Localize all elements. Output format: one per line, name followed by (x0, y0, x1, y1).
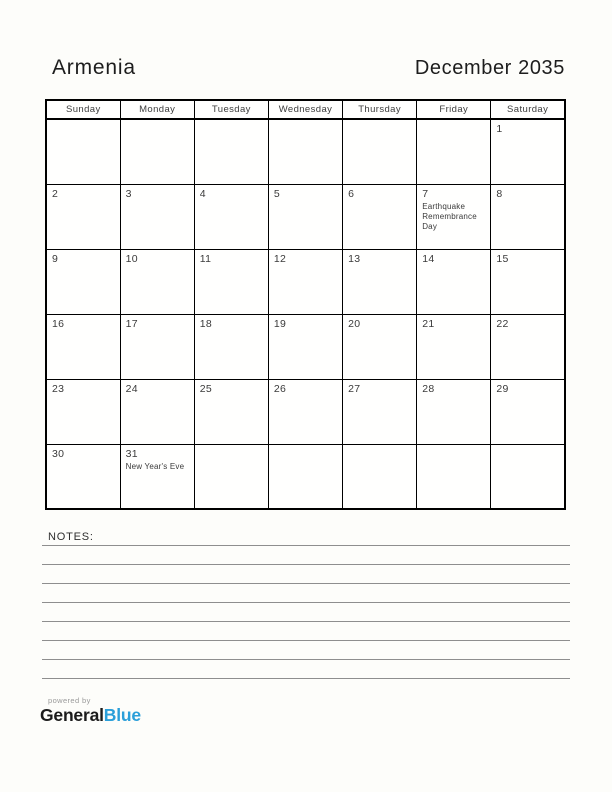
day-number: 7 (422, 187, 429, 200)
calendar-day-cell (491, 249, 565, 314)
calendar-day-cell (343, 249, 417, 314)
calendar-day-cell (194, 314, 268, 379)
day-number: 20 (348, 317, 361, 330)
day-number (496, 448, 559, 460)
day-number: 31 (125, 447, 138, 460)
day-number: 3 (125, 187, 132, 200)
footer-brand (40, 696, 612, 725)
calendar-week-row (46, 444, 565, 509)
calendar-table (45, 99, 566, 510)
weekday-header: Sunday (46, 100, 120, 119)
calendar-day-cell (343, 314, 417, 379)
day-number: 27 (348, 382, 361, 395)
day-number: 9 (52, 252, 59, 265)
calendar-day-cell (120, 314, 194, 379)
notes-line (42, 641, 570, 660)
calendar-day-cell (491, 444, 565, 509)
calendar-day-cell (417, 119, 491, 184)
calendar-day-cell (46, 314, 120, 379)
day-number: 26 (273, 382, 287, 395)
day-number: 18 (199, 317, 213, 330)
calendar-body (46, 119, 565, 509)
day-number (200, 123, 263, 135)
calendar-day-cell (268, 184, 342, 249)
day-number: 30 (52, 447, 65, 460)
day-number: 11 (199, 252, 212, 265)
calendar-day-cell (417, 444, 491, 509)
powered-by-text: powered by (48, 696, 91, 705)
calendar-header (46, 100, 565, 119)
calendar-day-cell (268, 119, 342, 184)
brand-general-text: General (40, 705, 104, 725)
day-number: 14 (422, 252, 435, 265)
calendar-week-row (46, 119, 565, 184)
day-number: 19 (273, 317, 287, 330)
calendar-day-cell (268, 379, 342, 444)
calendar-day-cell (120, 379, 194, 444)
calendar-day-cell (268, 444, 342, 509)
notes-label: NOTES: (48, 531, 94, 543)
weekday-header: Wednesday (268, 100, 342, 119)
weekday-header: Friday (417, 100, 491, 119)
notes-line (42, 584, 570, 603)
day-number: 1 (496, 123, 503, 135)
day-number (348, 448, 411, 460)
day-number: 5 (273, 187, 281, 200)
brand-blue-text: Blue (103, 705, 141, 725)
day-number: 17 (125, 317, 138, 330)
day-number (422, 123, 485, 135)
day-number: 8 (496, 187, 503, 200)
notes-line (42, 603, 570, 622)
day-number (126, 123, 189, 135)
page-title: Armenia (52, 56, 136, 79)
calendar-day-cell (120, 444, 194, 509)
holiday-label: Earthquake Remembrance Day (422, 201, 477, 231)
weekday-header: Thursday (343, 100, 417, 119)
day-number (422, 448, 485, 460)
day-number: 12 (273, 252, 287, 265)
day-number (52, 123, 115, 135)
calendar-day-cell (120, 184, 194, 249)
notes-line (42, 565, 570, 584)
notes-line (42, 660, 570, 679)
calendar-day-cell (343, 379, 417, 444)
calendar-day-cell (343, 184, 417, 249)
day-number: 15 (496, 252, 509, 265)
day-number: 2 (52, 187, 59, 200)
notes-section (42, 531, 570, 679)
notes-lines (42, 546, 570, 679)
weekday-row (46, 100, 565, 119)
weekday-header: Monday (120, 100, 194, 119)
calendar-day-cell (417, 184, 491, 249)
calendar-day-cell (268, 314, 342, 379)
calendar-day-cell (417, 379, 491, 444)
day-number: 24 (125, 382, 138, 395)
calendar-day-cell (417, 314, 491, 379)
calendar-day-cell (46, 249, 120, 314)
calendar-day-cell (343, 444, 417, 509)
calendar-day-cell (268, 249, 342, 314)
day-number: 28 (422, 382, 435, 395)
calendar-day-cell (194, 379, 268, 444)
day-number (200, 448, 263, 460)
calendar-day-cell (194, 444, 268, 509)
calendar-week-row (46, 379, 565, 444)
weekday-header: Tuesday (194, 100, 268, 119)
page-header (0, 0, 612, 81)
calendar-day-cell (491, 119, 565, 184)
calendar-day-cell (417, 249, 491, 314)
day-number (274, 123, 337, 135)
notes-line (42, 622, 570, 641)
calendar-day-cell (120, 249, 194, 314)
day-number: 6 (348, 187, 355, 200)
day-number: 4 (199, 187, 206, 200)
calendar-day-cell (120, 119, 194, 184)
notes-line (42, 546, 570, 565)
calendar-week-row (46, 184, 565, 249)
notes-first-line (42, 531, 570, 546)
day-number (348, 123, 411, 135)
calendar-day-cell (194, 184, 268, 249)
day-number: 29 (496, 382, 509, 395)
day-number: 25 (199, 382, 213, 395)
calendar-week-row (46, 314, 565, 379)
day-number: 10 (125, 252, 138, 265)
calendar-day-cell (46, 379, 120, 444)
day-number: 23 (52, 382, 65, 395)
calendar-day-cell (491, 314, 565, 379)
calendar-day-cell (491, 184, 565, 249)
holiday-label: New Year's Eve (125, 461, 185, 471)
calendar-week-row (46, 249, 565, 314)
calendar-day-cell (194, 249, 268, 314)
calendar-day-cell (491, 379, 565, 444)
month-year-title: December 2035 (414, 57, 565, 79)
calendar-day-cell (194, 119, 268, 184)
general-blue-logo (40, 705, 612, 725)
calendar-day-cell (46, 444, 120, 509)
day-number: 21 (422, 317, 435, 330)
day-number: 22 (496, 317, 509, 330)
calendar-day-cell (46, 119, 120, 184)
day-number: 13 (348, 252, 361, 265)
calendar-day-cell (343, 119, 417, 184)
day-number (274, 448, 337, 460)
day-number: 16 (52, 317, 65, 330)
weekday-header: Saturday (491, 100, 565, 119)
calendar-day-cell (46, 184, 120, 249)
